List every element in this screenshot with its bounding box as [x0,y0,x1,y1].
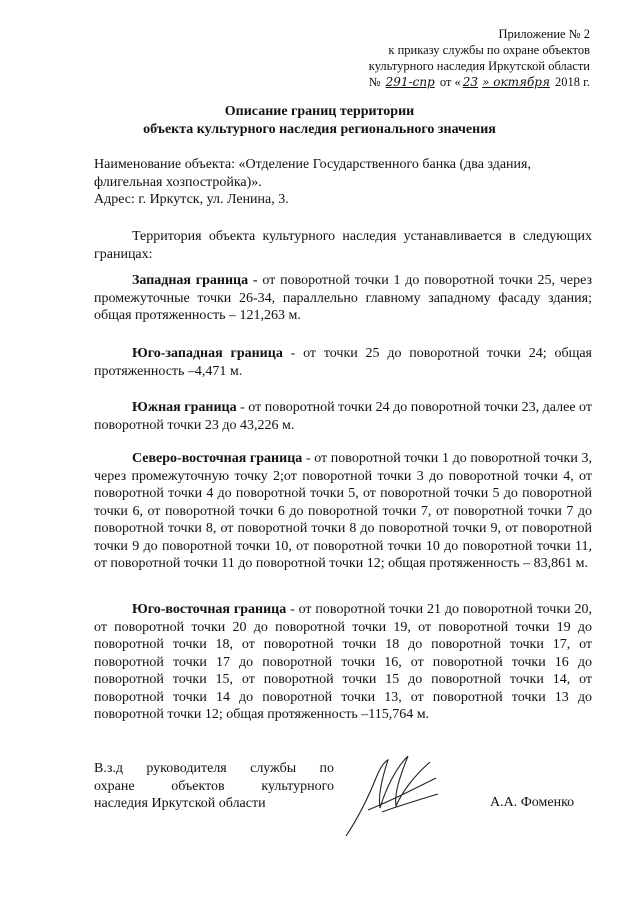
border-text: - от поворотной точки 24 до поворотной точки 23, далее от поворотной точки 23 до 43,226 м. [94,400,592,433]
border-text: - от поворотной точки 1 до поворотной точки 3, через промежуточную точку 2;от поворотной точки 3 до поворотной точки 4, от поворотной точки 4 до поворотной точки 5, от поворотной точки 5 до поворотной точки 6, от поворотной точки 6 до поворотной точки 7, от поворотной точки 7 до поворотной точки 8, от поворотной точки 8 до поворотной точки 9, от поворотной точки 9 до поворотной точки 10, от поворотной точки 10 до поворотной точки 11, от поворотной точки 11 до поворотной точки 12; общая протяженность – 83,861 м. [94,451,592,571]
signer-name: А.А. Фоменко [490,795,575,810]
appendix-line-1: Приложение № 2 [498,27,590,41]
order-year: 2018 г. [555,75,590,89]
border-heading: Юго-восточная граница [132,602,287,617]
intro-paragraph: Территория объекта культурного наследия устанавливается в следующих границах: [94,229,592,262]
object-name: Наименование объекта: «Отделение Государственного банка (два здания, флигельная хозпостройка)». [94,157,531,190]
border-northeast [94,450,592,573]
border-text: - от точки 25 до поворотной точки 24; общая протяженность –4,471 м. [94,346,593,379]
title-line-1: Описание границ территории [224,104,415,119]
border-text: - от поворотной точки 21 до поворотной точки 20, от поворотной точки 20 до поворотной точки 19, от поворотной точки 19 до поворотной точки 18, от поворотной точки 18 до поворотной точки 17, от поворотной точки 17 до поворотной точки 16, от поворотной точки 16 до поворотной точки 15, от поворотной точки 15 до поворотной точки 14, от поворотной точки 14 до поворотной точки 13, от поворотной точки 13 до поворотной точки 12; общая протяженность –115,764 м. [94,602,592,722]
title-line-2: объекта культурного наследия регионального значения [143,122,496,137]
from-label: от « [439,75,461,89]
border-heading: Западная граница - [132,273,258,288]
document-title [0,103,639,139]
number-prefix: № [368,75,381,89]
border-heading: Юго-западная граница [132,346,283,361]
handwritten-signature [338,748,448,843]
border-west [94,272,592,325]
order-month-handwritten: » октября [482,75,550,89]
order-day-handwritten: 23 [462,75,479,89]
object-info [94,156,592,209]
object-address: Адрес: г. Иркутск, ул. Ленина, 3. [94,192,289,207]
border-text: от поворотной точки 1 до поворотной точки 25, через промежуточные точки 26-34, параллельно главному западному фасаду здания; общая протяженность – 121,263 м. [94,273,593,323]
position-line-2: охране объектов культурного [94,778,334,794]
order-number-line [369,74,590,90]
order-number-handwritten: 291-спр [385,75,435,89]
appendix-header [369,26,590,90]
signatory-position [94,760,334,813]
border-heading: Северо-восточная граница [132,451,303,466]
position-line-3: наследия Иркутской области [94,796,266,811]
appendix-line-2: к приказу службы по охране объектов [388,43,590,57]
border-heading: Южная граница [132,400,237,415]
position-line-1: В.з.д руководителя службы по [94,761,334,776]
border-southeast [94,601,592,724]
border-southwest [94,345,592,380]
border-south [94,399,592,434]
appendix-line-3: культурного наследия Иркутской области [368,59,590,73]
